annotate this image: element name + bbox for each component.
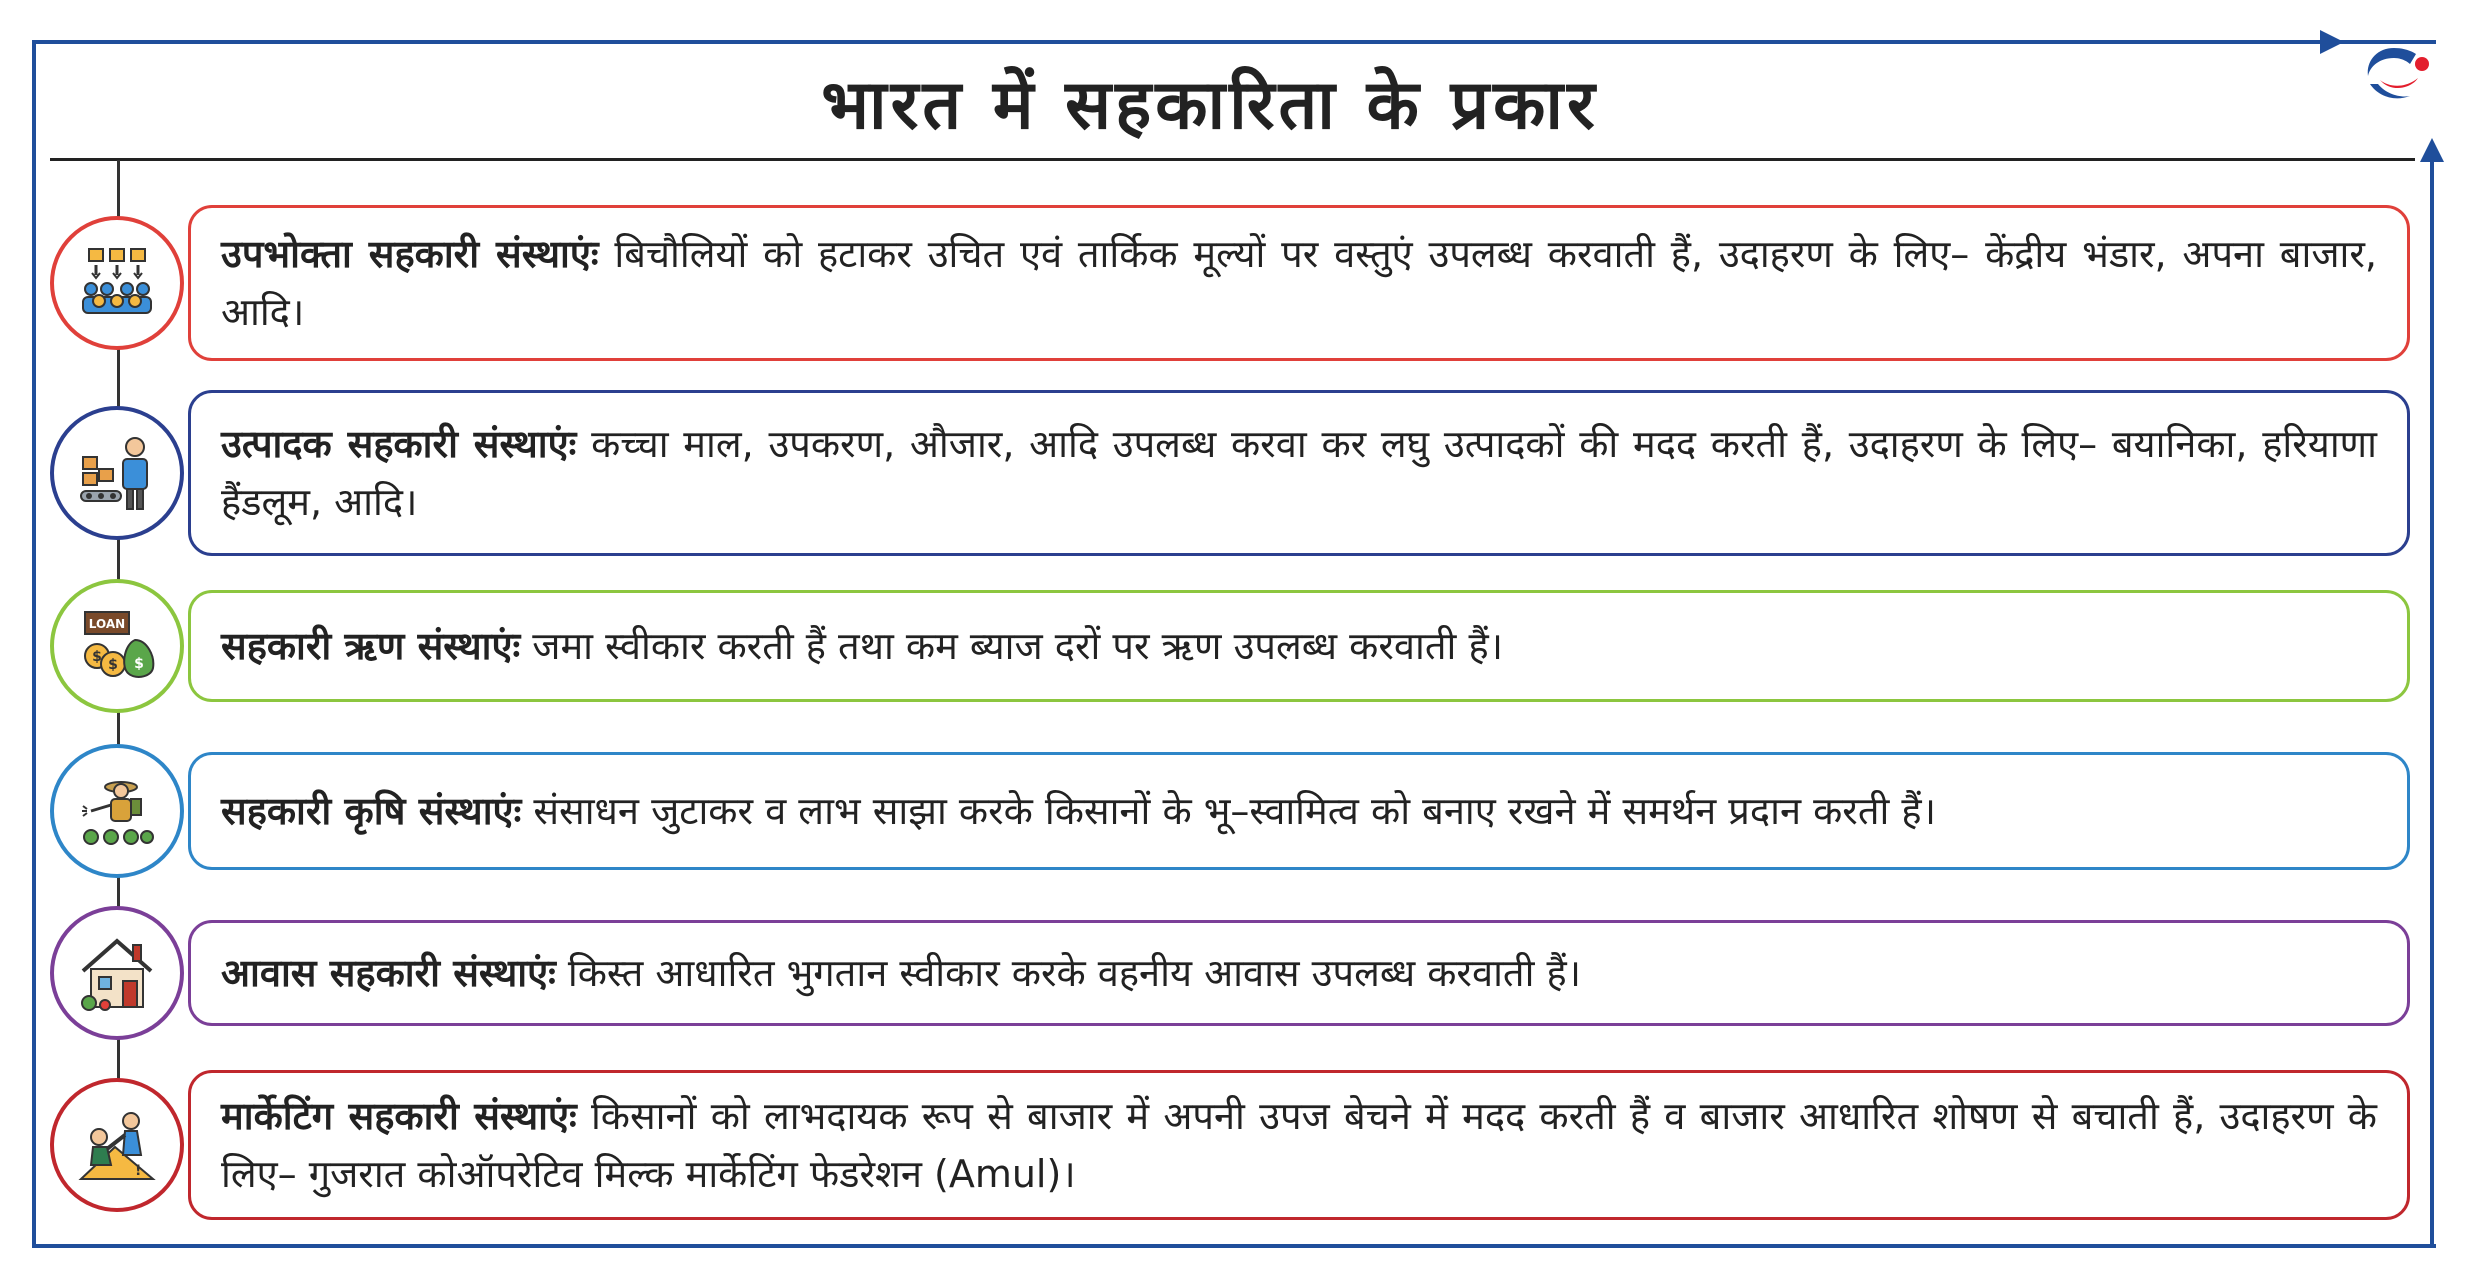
- item-text: कच्चा माल, उपकरण, औजार, आदि उपलब्ध करवा कर लघु उत्पादकों की मदद करती हैं, उदाहरण के लिए– बयानिका, हरियाणा हैंडलूम, आदि।: [221, 422, 2377, 524]
- list-item-marketing: [50, 1070, 2410, 1220]
- description-card: [188, 390, 2410, 556]
- svg-text:!: !: [135, 1163, 142, 1179]
- item-text: बिचौलियों को हटाकर उचित एवं तार्किक मूल्यों पर वस्तुएं उपलब्ध करवाती हैं, उदाहरण के लिए– केंद्रीय भंडार, अपना बाजार, आदि।: [221, 232, 2377, 334]
- icon-circle: [50, 579, 184, 713]
- loan-icon: [75, 604, 159, 688]
- svg-text:$: $: [92, 649, 102, 665]
- brand-logo-icon: [2360, 40, 2432, 110]
- item-text: किसानों को लाभदायक रूप से बाजार में अपनी उपज बेचने में मदद करती हैं व बाजार आधारित शोषण से बचाती हैं, उदाहरण के लिए– गुजरात कोऑपरेटिव मिल्क मार्केटिंग फेडरेशन (Amul)।: [221, 1094, 2377, 1196]
- house-icon: [75, 931, 159, 1015]
- producer-worker-icon: [77, 433, 157, 513]
- item-heading: उपभोक्ता सहकारी संस्थाएंः: [221, 232, 599, 276]
- item-text: जमा स्वीकार करती हैं तथा कम ब्याज दरों पर ऋण उपलब्ध करवाती हैं।: [532, 624, 1504, 668]
- frame-right-edge: [2430, 160, 2434, 1244]
- frame-arrow-up-icon: [2420, 138, 2444, 162]
- farmer-icon: [77, 771, 157, 851]
- svg-text:LOAN: LOAN: [88, 617, 126, 631]
- list-item-producer: [50, 390, 2410, 556]
- helping-hand-icon: [75, 1103, 159, 1187]
- item-text: किस्त आधारित भुगतान स्वीकार करके वहनीय आवास उपलब्ध करवाती हैं।: [567, 951, 1582, 995]
- svg-text:$: $: [108, 657, 118, 673]
- frame-arrow-right-icon: [2320, 30, 2344, 54]
- description-card: [188, 752, 2410, 870]
- item-heading: सहकारी कृषि संस्थाएंः: [221, 789, 522, 833]
- list-item-credit: [50, 590, 2410, 702]
- list-item-consumer: [50, 205, 2410, 361]
- item-text: संसाधन जुटाकर व लाभ साझा करके किसानों के भू–स्वामित्व को बनाए रखने में समर्थन प्रदान करती हैं।: [533, 789, 1937, 833]
- item-heading: आवास सहकारी संस्थाएंः: [221, 951, 556, 995]
- page-title: भारत में सहकारिता के प्रकार: [821, 66, 1599, 145]
- description-card: [188, 590, 2410, 702]
- icon-circle: [50, 906, 184, 1040]
- description-card: [188, 205, 2410, 361]
- item-heading: सहकारी ऋण संस्थाएंः: [221, 624, 521, 668]
- title-underline: [50, 158, 2415, 161]
- icon-circle: [50, 1078, 184, 1212]
- icon-circle: [50, 744, 184, 878]
- svg-text:$: $: [134, 656, 144, 672]
- list-item-housing: [50, 920, 2410, 1026]
- item-heading: मार्केटिंग सहकारी संस्थाएंः: [221, 1094, 577, 1138]
- list-item-agriculture: [50, 752, 2410, 870]
- item-heading: उत्पादक सहकारी संस्थाएंः: [221, 422, 577, 466]
- description-card: [188, 1070, 2410, 1220]
- description-card: [188, 920, 2410, 1026]
- icon-circle: [50, 406, 184, 540]
- consumer-group-icon: [77, 243, 157, 323]
- icon-circle: [50, 216, 184, 350]
